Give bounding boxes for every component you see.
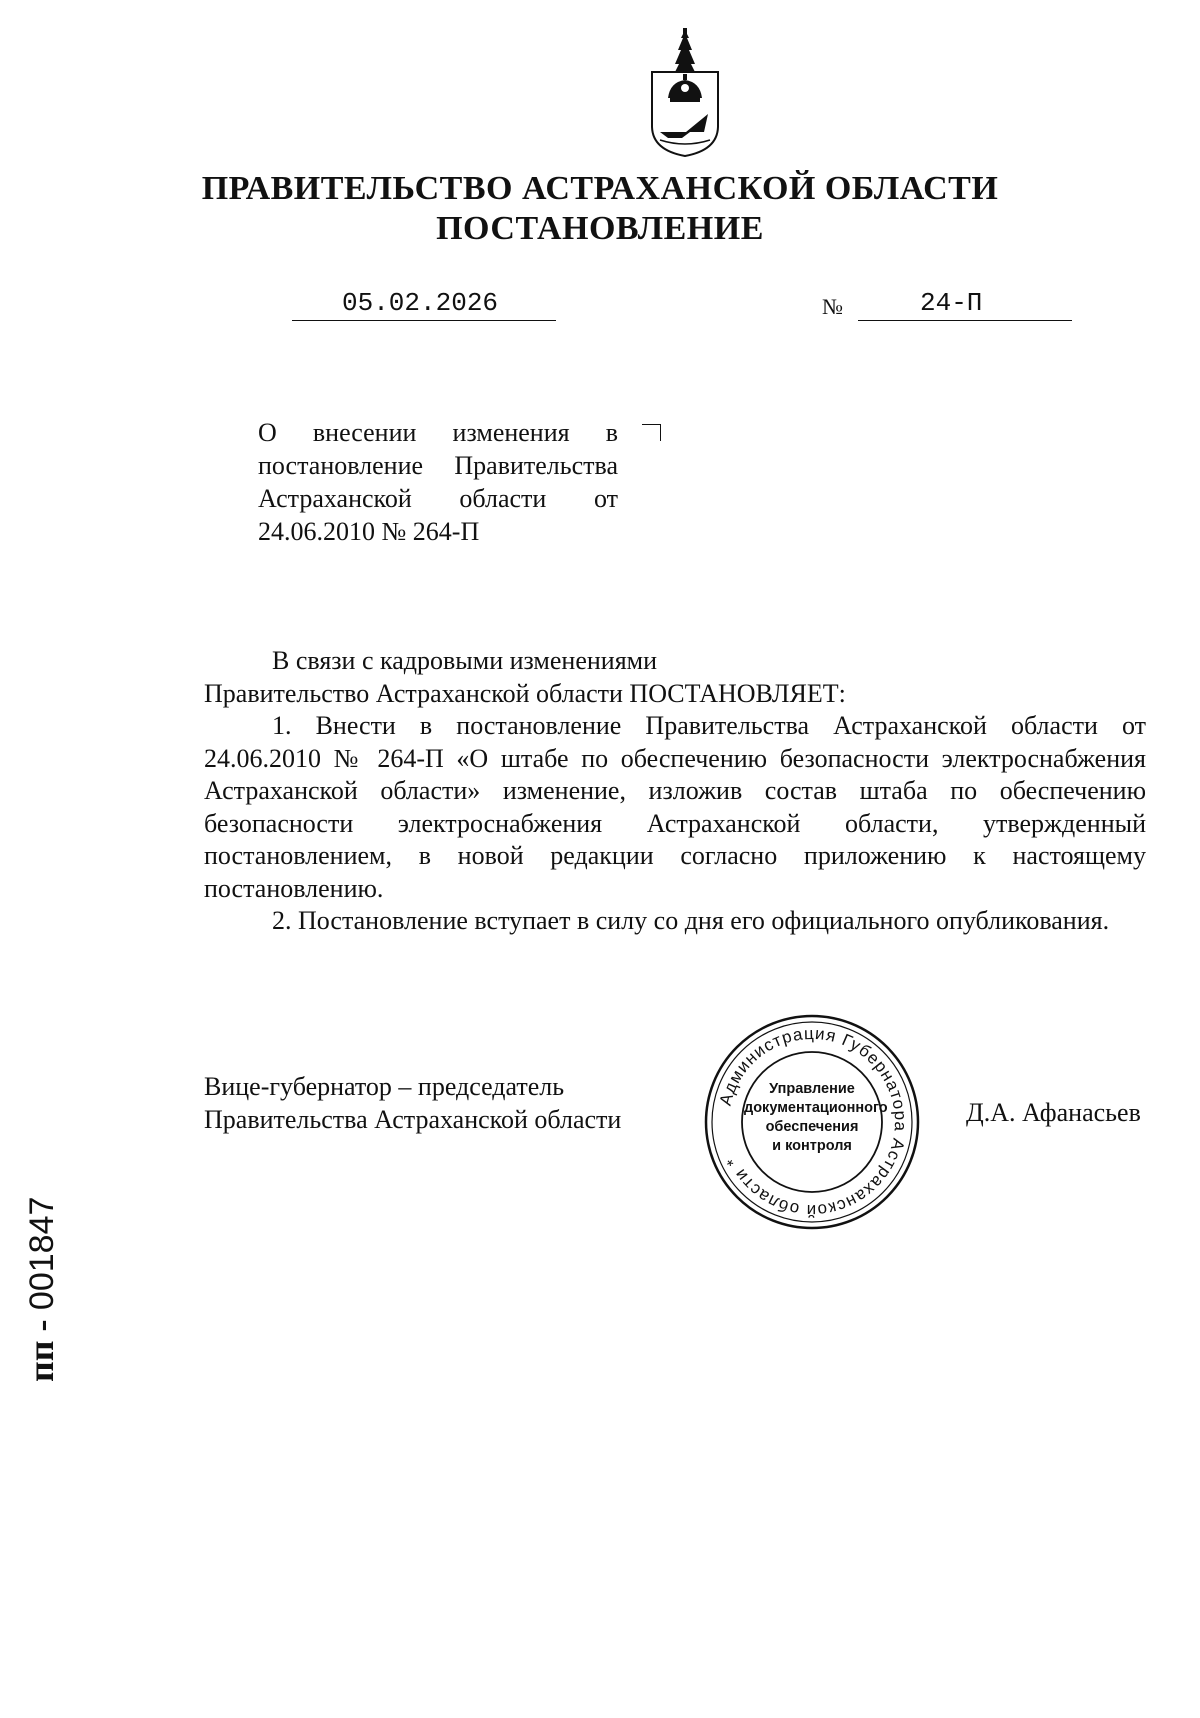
document-body	[204, 645, 1146, 938]
document-date: 05.02.2026	[342, 288, 499, 318]
organization-title: ПРАВИТЕЛЬСТВО АСТРАХАНСКОЙ ОБЛАСТИ	[201, 170, 999, 207]
document-type-title: ПОСТАНОВЛЕНИЕ	[436, 210, 764, 247]
position-line-2: Правительства Астраханской области	[204, 1105, 622, 1134]
signatory-name: Д.А. Афанасьев	[966, 1098, 1141, 1127]
subject-line: 24.06.2010 № 264-П	[258, 517, 480, 546]
seal-line: документационного	[744, 1100, 888, 1116]
code-prefix: пп -	[21, 1319, 61, 1382]
subject-line: постановление Правительства	[258, 451, 618, 480]
coat-of-arms-emblem	[646, 28, 724, 158]
preamble: В связи с кадровыми изменениями	[272, 646, 658, 675]
number-sign: №	[822, 294, 843, 319]
side-registration-code	[20, 1196, 66, 1382]
position-line-1: Вице-губернатор – председатель	[204, 1072, 565, 1101]
seal-center-text	[744, 1080, 888, 1156]
item-2: 2. Постановление вступает в силу со дня его официального опубликования.	[272, 906, 1110, 935]
code-number: 001847	[23, 1196, 61, 1311]
subject-line: О внесении изменения в	[258, 418, 618, 447]
seal-line: Управление	[769, 1081, 855, 1097]
seal-line: и контроля	[772, 1138, 852, 1154]
subject-corner-mark	[642, 424, 661, 441]
seal-line: обеспечения	[765, 1119, 859, 1135]
seal-ring-text: Администрация Губернатора Астраханской области *	[715, 1023, 911, 1221]
subject-line: Астраханской области от	[258, 484, 618, 513]
preamble-continuation: Правительство Астраханской области ПОСТАНОВЛЯЕТ:	[204, 678, 846, 708]
document-subject	[258, 416, 618, 548]
document-number: 24-П	[920, 288, 983, 318]
item-1: 1. Внести в постановление Правительства Астраханской области от 24.06.2010 № 264-П «О штабе по обеспечению безопасности электроснабжения Астраханской области» изменение, изложив состав штаба по обеспечению безопасности электроснабжения Астраханской области, утвержденный постановлением, в новой редакции согласно приложению к настоящему постановлению.	[204, 711, 1146, 903]
signatory-position	[204, 1070, 621, 1136]
